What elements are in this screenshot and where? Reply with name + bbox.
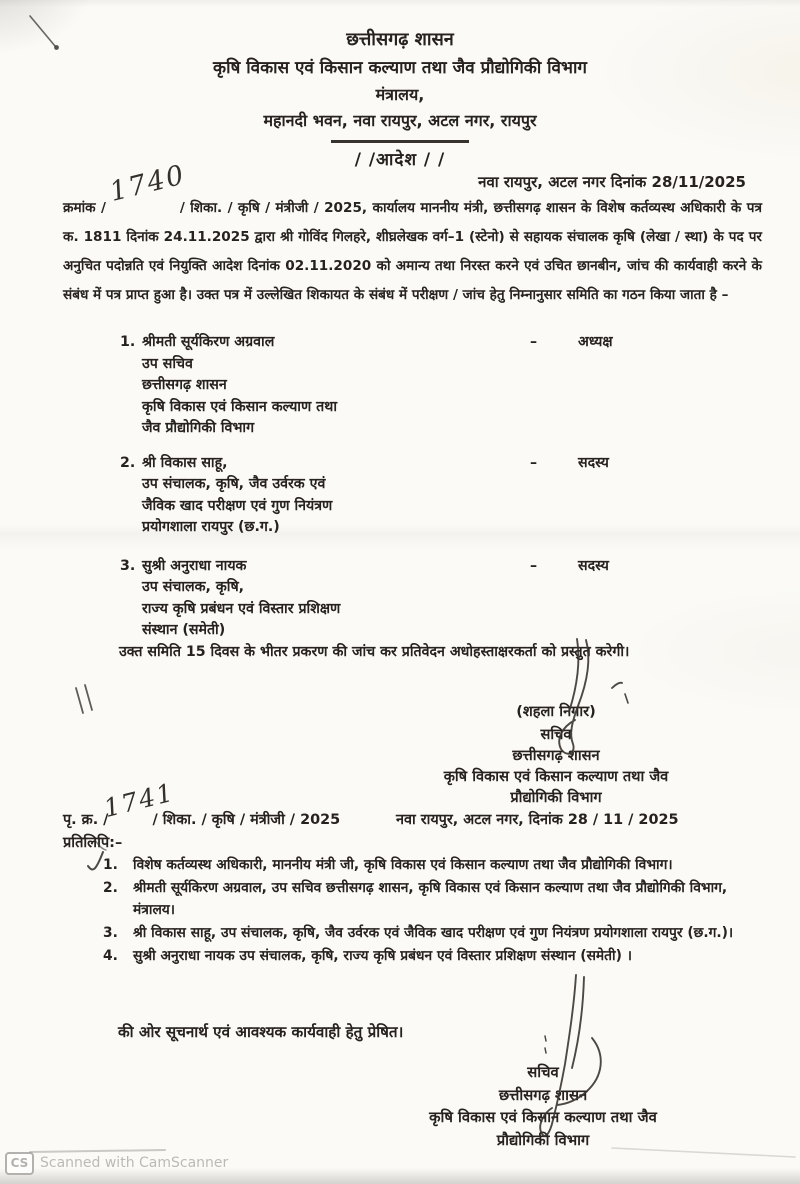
header-divider: [331, 140, 469, 143]
copy-number: 3.: [103, 925, 118, 941]
department-name: कृषि विकास एवं किसान कल्याण तथा जैव प्रौद्योगिकी विभाग: [213, 58, 587, 78]
member-detail-line: उप संचालक, कृषि, जैव उर्वरक एवं: [142, 476, 326, 492]
order-body-text: / शिका. / कृषि / मंत्रीजी / 2025, कार्यालय माननीय मंत्री, छत्तीसगढ़ शासन के विशेष कर्तव्यस्थ अधिकारी के पत्र क. 1811 दिनांक 24.11.2025 द्वारा श्री गोविंद गिलहरे, शीघ्रलेखक वर्ग–1 (स्टेनो) से सहायक संचालक कृषि (लेखा / स्था) के पद पर अनुचित पदोन्नति एवं नियुक्ति आदेश दिनांक 02.11.2020 को अमान्य तथा निरस्त करने एवं उचित छानबीन, जांच की कार्यवाही करने के संबंध में पत्र प्राप्त हुआ है। उक्त पत्र में उल्लेखित शिकायत के संबंध में परीक्षण / जांच हेतु निम्नानुसार समिति का गठन किया जाता है –: [63, 200, 762, 303]
signatory-title: सचिव: [540, 726, 572, 743]
copies-list: [103, 854, 748, 968]
copy-text: सुश्री अनुराधा नायक उप संचालक, कृषि, राज्य कृषि प्रबंधन एवं विस्तार प्रशिक्षण संस्थान (समेती) ।: [133, 948, 632, 964]
order-title: / /आदेश / /: [354, 150, 446, 170]
copy-number: 2.: [103, 880, 118, 896]
endorsement-ref: [63, 777, 341, 829]
ministry-line: मंत्रालय,: [375, 85, 425, 104]
role-separator: –: [530, 454, 538, 471]
member-name: श्रीमती सूर्यकिरण अग्रवाल: [142, 334, 275, 350]
copy-item-2: [103, 877, 748, 921]
member-role: सदस्य: [578, 557, 609, 574]
copy-number: 4.: [103, 948, 118, 964]
place-date-line: नवा रायपुर, अटल नगर दिनांक 28/11/2025: [478, 173, 746, 191]
signatory-government: छत्तीसगढ़ शासन: [512, 747, 600, 764]
member-detail-line: जैव प्रौद्योगिकी विभाग: [142, 420, 255, 436]
member-name: सुश्री अनुराधा नायक: [142, 557, 247, 574]
pen-mark-icon: [76, 685, 92, 713]
committee-list: [120, 332, 720, 655]
signatory-department: प्रौद्योगिकी विभाग: [510, 789, 602, 806]
copy-item-1: [103, 854, 748, 876]
address-line: महानदी भवन, नवा रायपुर, अटल नगर, रायपुर: [263, 111, 537, 130]
member-name-row: [120, 556, 720, 578]
signatory-block-2: [388, 1062, 698, 1152]
signatory-department: कृषि विकास एवं किसान कल्याण तथा जैव: [443, 768, 669, 785]
handwritten-ref-number: 1740: [106, 159, 189, 208]
ref-number-prefix: क्रमांक /: [63, 200, 106, 216]
tick-mark-icon: [88, 852, 103, 869]
copy-text: श्रीमती सूर्यकिरण अग्रवाल, उप सचिव छत्तीसगढ़ शासन, कृषि विकास एवं किसान कल्याण तथा जैव प्रौद्योगिकी विभाग, मंत्रालय।: [133, 880, 728, 918]
member-detail-line: राज्य कृषि प्रबंधन एवं विस्तार प्रशिक्षण: [142, 600, 341, 617]
endorsement-place-date: नवा रायपुर, अटल नगर, दिनांक 28 / 11 / 2025: [396, 812, 679, 828]
member-role: सदस्य: [578, 454, 609, 471]
signatory-department: कृषि विकास एवं किसान कल्याण तथा जैव: [429, 1109, 657, 1126]
member-detail-line: उप संचालक, कृषि,: [142, 579, 245, 595]
copy-text: श्री विकास साहू, उप संचालक, कृषि, जैव उर्वरक एवं जैविक खाद परीक्षण एवं गुण नियंत्रण प्रयोगशाला रायपुर (छ.ग.)।: [133, 925, 734, 941]
copies-heading: प्रतिलिपि:–: [63, 834, 123, 851]
endorsement-ref-prefix: पृ. क्र. /: [63, 812, 109, 828]
committee-member-2: [120, 453, 720, 539]
member-detail-line: जैविक खाद परीक्षण एवं गुण नियंत्रण: [142, 497, 333, 514]
document-header: [0, 26, 800, 173]
member-name-row: [120, 332, 720, 354]
handwritten-ref-number: 1741: [101, 777, 178, 823]
member-detail-line: प्रयोगशाला रायपुर (छ.ग.): [142, 519, 280, 535]
member-name: श्री विकास साहू,: [142, 454, 228, 471]
camscanner-logo-icon: CS: [5, 1152, 34, 1175]
copy-text: विशेष कर्तव्यस्थ अधिकारी, माननीय मंत्री जी, कृषि विकास एवं किसान कल्याण तथा जैव प्रौद्योगिकी विभाग।: [133, 857, 673, 873]
member-number: 3.: [120, 557, 136, 574]
copy-number: 1.: [103, 857, 118, 873]
member-name-row: [120, 453, 720, 475]
camscanner-watermark-text: Scanned with CamScanner: [40, 1155, 229, 1171]
member-number: 1.: [120, 334, 136, 350]
role-separator: –: [530, 334, 538, 350]
scan-fold-line: [30, 1150, 165, 1152]
member-detail-line: संस्थान (समेती): [142, 622, 226, 638]
signatory-block-1: [402, 700, 710, 808]
government-name: छत्तीसगढ़ शासन: [346, 29, 454, 50]
member-role: अध्यक्ष: [578, 334, 613, 350]
role-separator: –: [530, 557, 538, 574]
copy-item-4: [103, 945, 748, 967]
endorsement-ref-suffix: / शिका. / कृषि / मंत्रीजी / 2025: [152, 812, 341, 828]
closing-paragraph: उक्त समिति 15 दिवस के भीतर प्रकरण की जांच कर प्रतिवेदन अधोहस्ताक्षरकर्ता को प्रस्तुत करेगी।: [119, 644, 630, 660]
signatory-department: प्रौद्योगिकी विभाग: [496, 1131, 590, 1149]
signatory-title: सचिव: [527, 1064, 559, 1081]
member-detail-line: छत्तीसगढ़ शासन: [142, 377, 227, 393]
signatory-government: छत्तीसगढ़ शासन: [498, 1086, 588, 1104]
committee-member-3: [120, 556, 720, 642]
copy-item-3: [103, 922, 748, 944]
signatory-name: (शहला निगार): [516, 703, 596, 720]
forwarding-line: की ओर सूचनार्थ एवं आवश्यक कार्यवाही हेतु प्रेषित।: [118, 1023, 404, 1041]
member-number: 2.: [120, 454, 136, 471]
member-detail-line: कृषि विकास एवं किसान कल्याण तथा: [142, 398, 338, 415]
committee-member-1: [120, 332, 720, 440]
member-detail-line: उप सचिव: [142, 355, 193, 372]
